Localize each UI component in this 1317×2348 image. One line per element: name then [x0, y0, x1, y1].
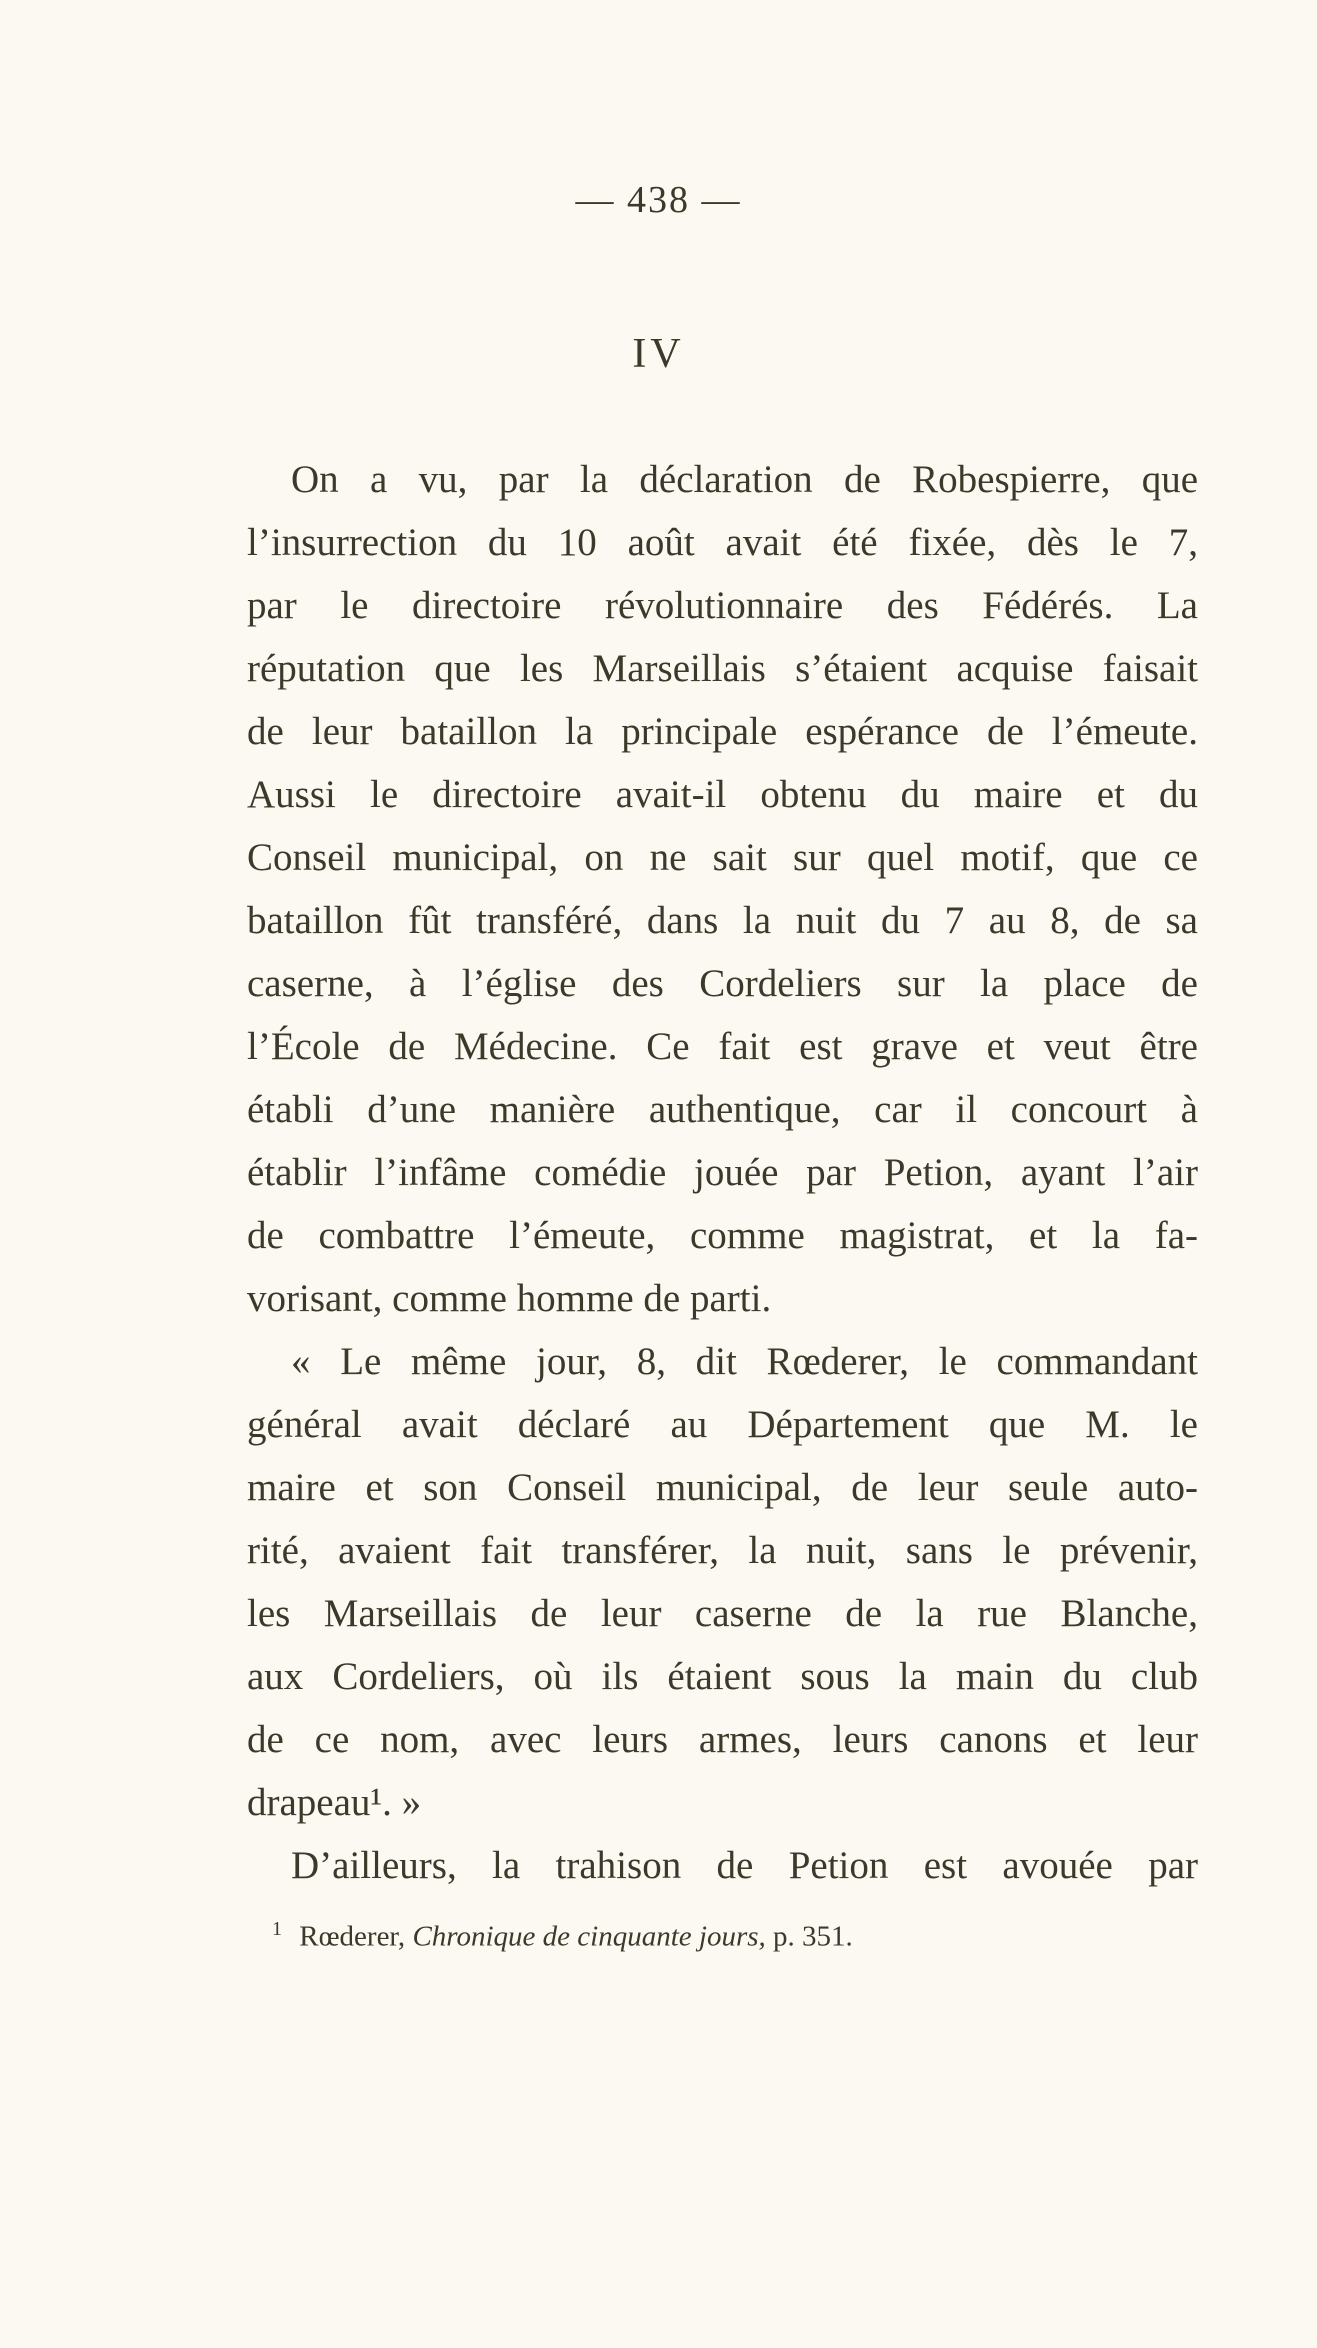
- text-line: bataillon fût transféré, dans la nuit du 7 au 8, de sa: [247, 899, 1198, 942]
- text-line: On a vu, par la déclaration de Robespierre, que: [291, 458, 1198, 501]
- text-line: l’insurrection du 10 août avait été fixée, dès le 7,: [247, 521, 1198, 564]
- text-line: D’ailleurs, la trahison de Petion est avouée par: [291, 1844, 1198, 1887]
- text-line: drapeau¹. »: [247, 1781, 422, 1824]
- page-number: — 438 —: [575, 179, 742, 221]
- text-line: l’École de Médecine. Ce fait est grave et veut être: [247, 1025, 1198, 1068]
- text-line: de ce nom, avec leurs armes, leurs canons et leur: [247, 1718, 1198, 1761]
- text-line: maire et son Conseil municipal, de leur seule auto-: [247, 1466, 1198, 1509]
- text-line: caserne, à l’église des Cordeliers sur la place de: [247, 962, 1198, 1005]
- text-line: de leur bataillon la principale espérance de l’émeute.: [247, 710, 1198, 753]
- footnote-marker: 1: [272, 1918, 282, 1940]
- text-line: rité, avaient fait transférer, la nuit, sans le prévenir,: [247, 1529, 1198, 1572]
- footnote-title: Chronique de cinquante jours,: [412, 1920, 766, 1953]
- text-line: « Le même jour, 8, dit Rœderer, le commandant: [291, 1340, 1198, 1383]
- text-line: général avait déclaré au Département que M. le: [247, 1403, 1198, 1446]
- body-text: [247, 448, 1198, 1897]
- section-heading: IV: [632, 331, 685, 377]
- text-line: établi d’une manière authentique, car il concourt à: [247, 1088, 1198, 1131]
- text-line: réputation que les Marseillais s’étaient acquise faisait: [247, 647, 1198, 690]
- text-line: les Marseillais de leur caserne de la rue Blanche,: [247, 1592, 1198, 1635]
- text-line: de combattre l’émeute, comme magistrat, et la fa-: [247, 1214, 1198, 1257]
- text-line: Aussi le directoire avait-il obtenu du maire et du: [247, 773, 1198, 816]
- text-line: Conseil municipal, on ne sait sur quel motif, que ce: [247, 836, 1198, 879]
- footnote: [272, 1918, 853, 1954]
- text-line: vorisant, comme homme de parti.: [247, 1277, 772, 1320]
- text-line: établir l’infâme comédie jouée par Petion, ayant l’air: [247, 1151, 1198, 1194]
- footnote-page-ref: p. 351.: [773, 1920, 853, 1953]
- text-line: aux Cordeliers, où ils étaient sous la main du club: [247, 1655, 1198, 1698]
- text-line: par le directoire révolutionnaire des Fédérés. La: [247, 584, 1198, 627]
- footnote-author: Rœderer,: [299, 1920, 406, 1953]
